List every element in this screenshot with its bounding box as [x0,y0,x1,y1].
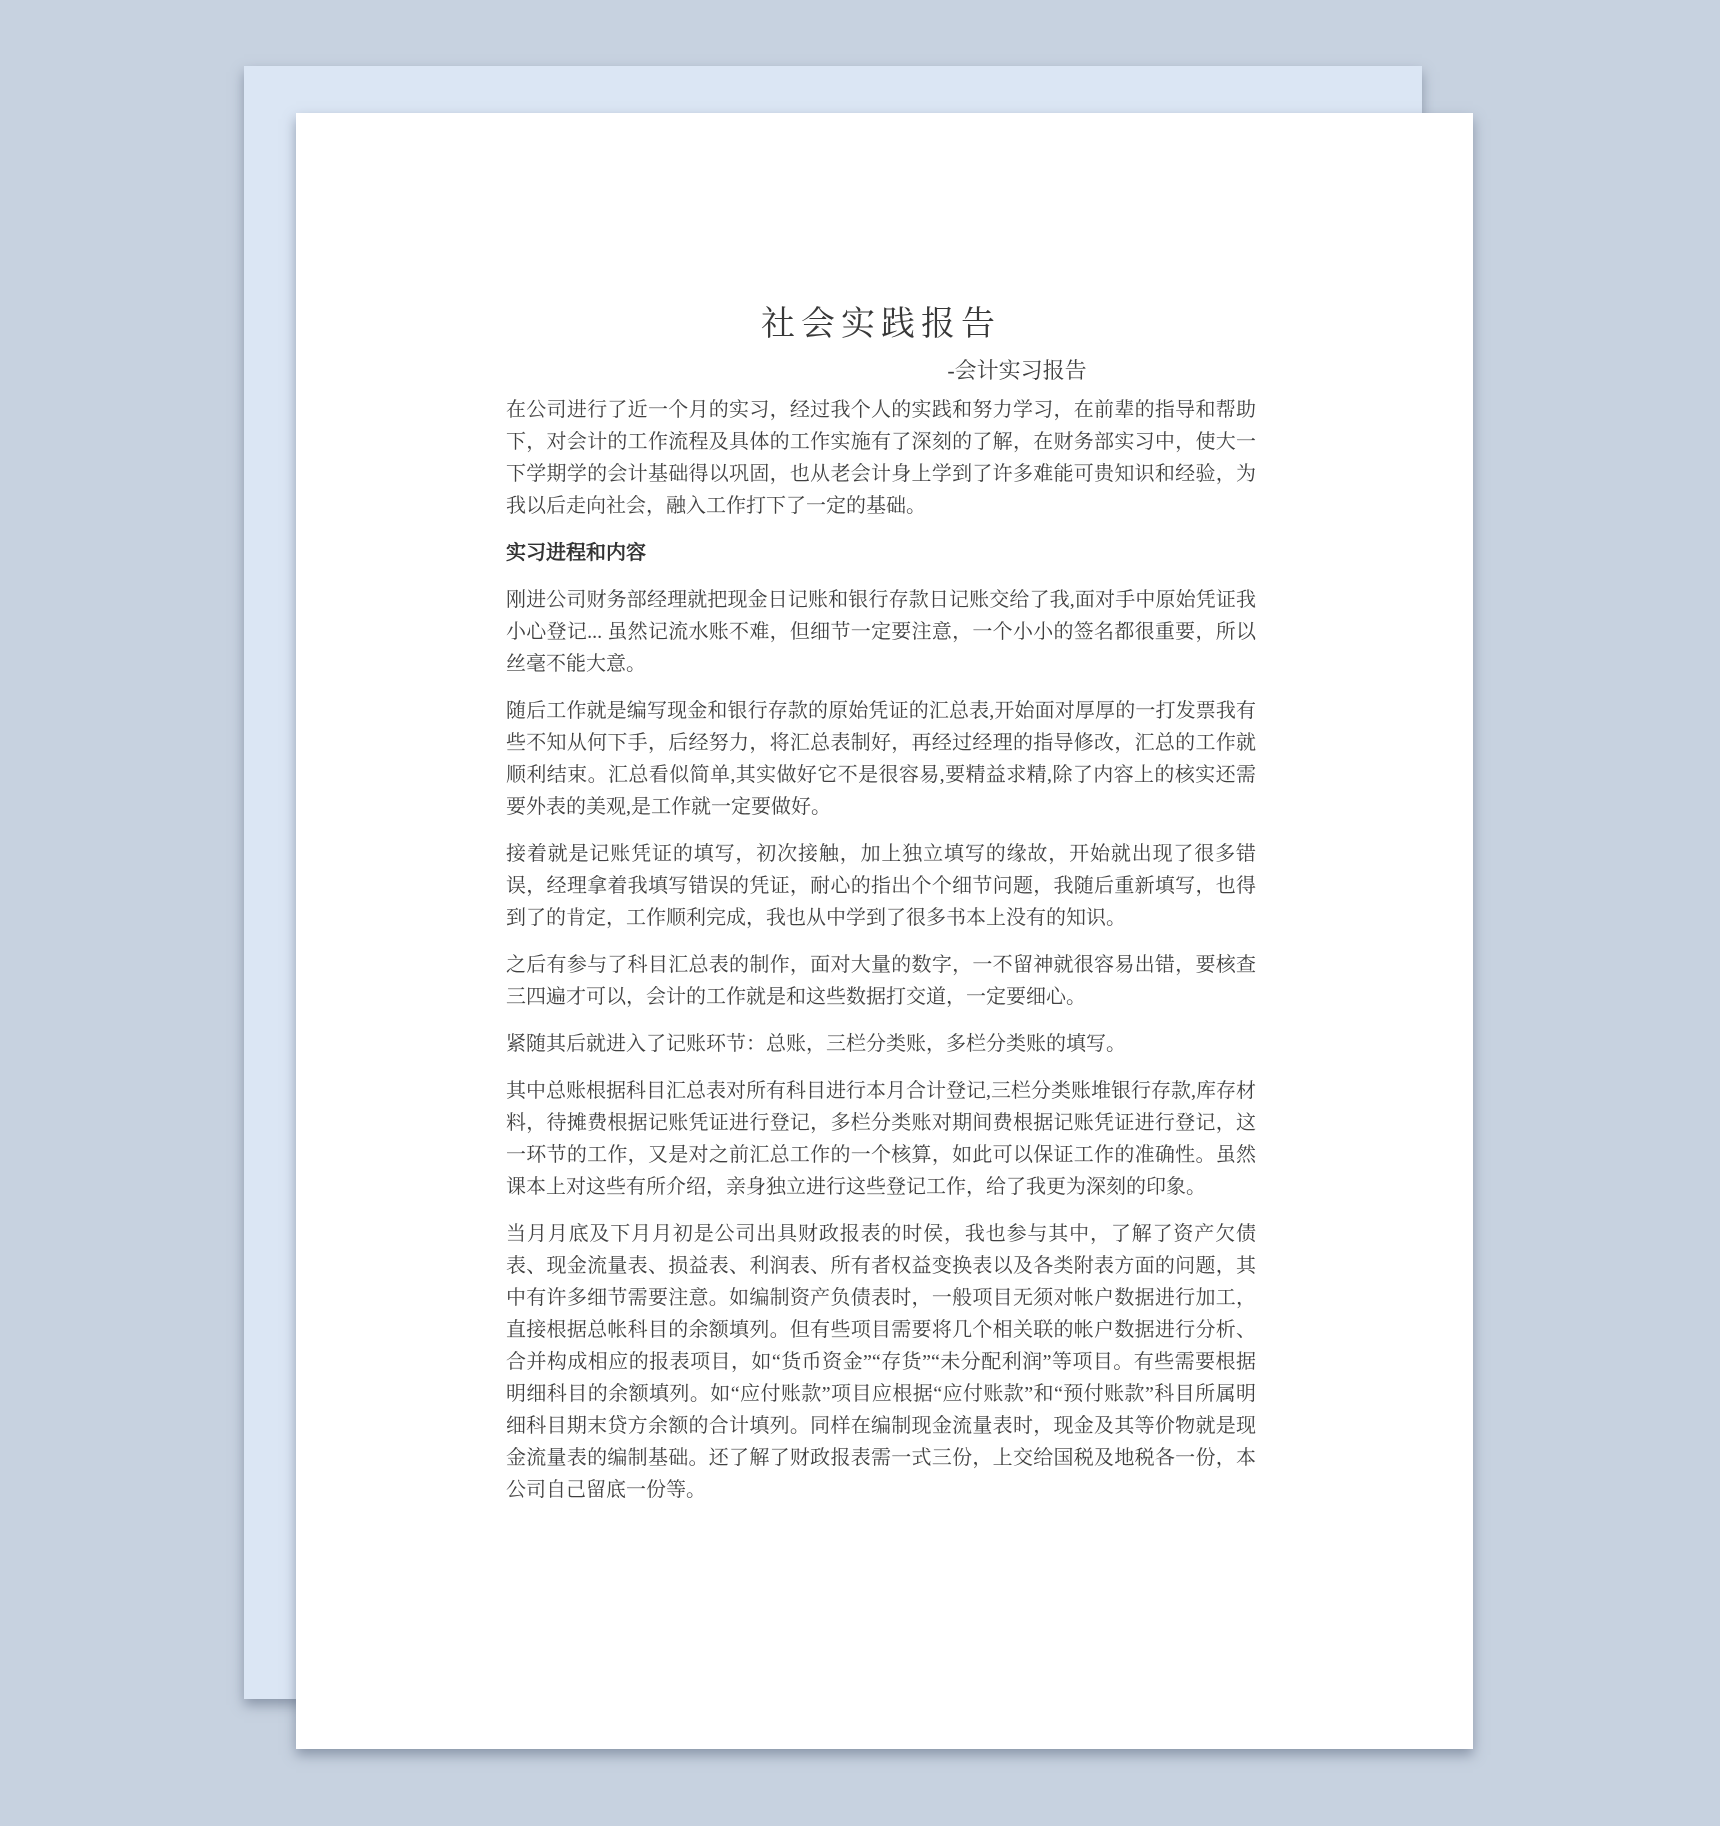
document-title: 社会实践报告 [761,306,1001,343]
section-heading: 实习进程和内容 [506,542,646,564]
document-subtitle: -会计实习报告 [947,358,1087,383]
document-body [506,394,1256,1506]
body-paragraph: 随后工作就是编写现金和银行存款的原始凭证的汇总表,开始面对厚厚的一打发票我有些不知从何下手，后经努力，将汇总表制好，再经过经理的指导修改，汇总的工作就顺利结束。汇总看似简单,其实做好它不是很容易,要精益求精,除了内容上的核实还需要外表的美观,是工作就一定要做好。 [506,700,1256,818]
body-paragraph: 其中总账根据科目汇总表对所有科目进行本月合计登记,三栏分类账堆银行存款,库存材料，待摊费根据记账凭证进行登记，多栏分类账对期间费根据记账凭证进行登记，这一环节的工作，又是对之前汇总工作的一个核算，如此可以保证工作的准确性。虽然课本上对这些有所介绍，亲身独立进行这些登记工作，给了我更为深刻的印象。 [506,1080,1256,1198]
body-paragraph: 之后有参与了科目汇总表的制作，面对大量的数字，一不留神就很容易出错，要核查三四遍才可以，会计的工作就是和这些数据打交道，一定要细心。 [506,954,1256,1008]
body-paragraph: 当月月底及下月月初是公司出具财政报表的时侯，我也参与其中，了解了资产欠债表、现金流量表、损益表、利润表、所有者权益变换表以及各类附表方面的问题，其中有许多细节需要注意。如编制资产负债表时，一般项目无须对帐户数据进行加工，直接根据总帐科目的余额填列。但有些项目需要将几个相关联的帐户数据进行分析、合并构成相应的报表项目，如“货币资金”“存货”“未分配利润”等项目。有些需要根据明细科目的余额填列。如“应付账款”项目应根据“应付账款”和“预付账款”科目所属明细科目期末贷方余额的合计填列。同样在编制现金流量表时，现金及其等价物就是现金流量表的编制基础。还了解了财政报表需一式三份，上交给国税及地税各一份，本公司自己留底一份等。 [506,1223,1256,1501]
document-page [296,113,1473,1749]
intro-paragraph: 在公司进行了近一个月的实习，经过我个人的实践和努力学习，在前辈的指导和帮助下，对会计的工作流程及具体的工作实施有了深刻的了解，在财务部实习中，使大一下学期学的会计基础得以巩固，也从老会计身上学到了许多难能可贵知识和经验，为我以后走向社会，融入工作打下了一定的基础。 [506,399,1256,517]
body-paragraph: 紧随其后就进入了记账环节：总账，三栏分类账，多栏分类账的填写。 [506,1033,1126,1055]
body-paragraph: 刚进公司财务部经理就把现金日记账和银行存款日记账交给了我,面对手中原始凭证我小心登记... 虽然记流水账不难，但细节一定要注意，一个小小的签名都很重要，所以丝毫不能大意。 [506,589,1256,675]
body-paragraph: 接着就是记账凭证的填写，初次接触，加上独立填写的缘故，开始就出现了很多错误，经理拿着我填写错误的凭证，耐心的指出个个细节问题，我随后重新填写，也得到了的肯定，工作顺利完成，我也从中学到了很多书本上没有的知识。 [506,843,1256,929]
